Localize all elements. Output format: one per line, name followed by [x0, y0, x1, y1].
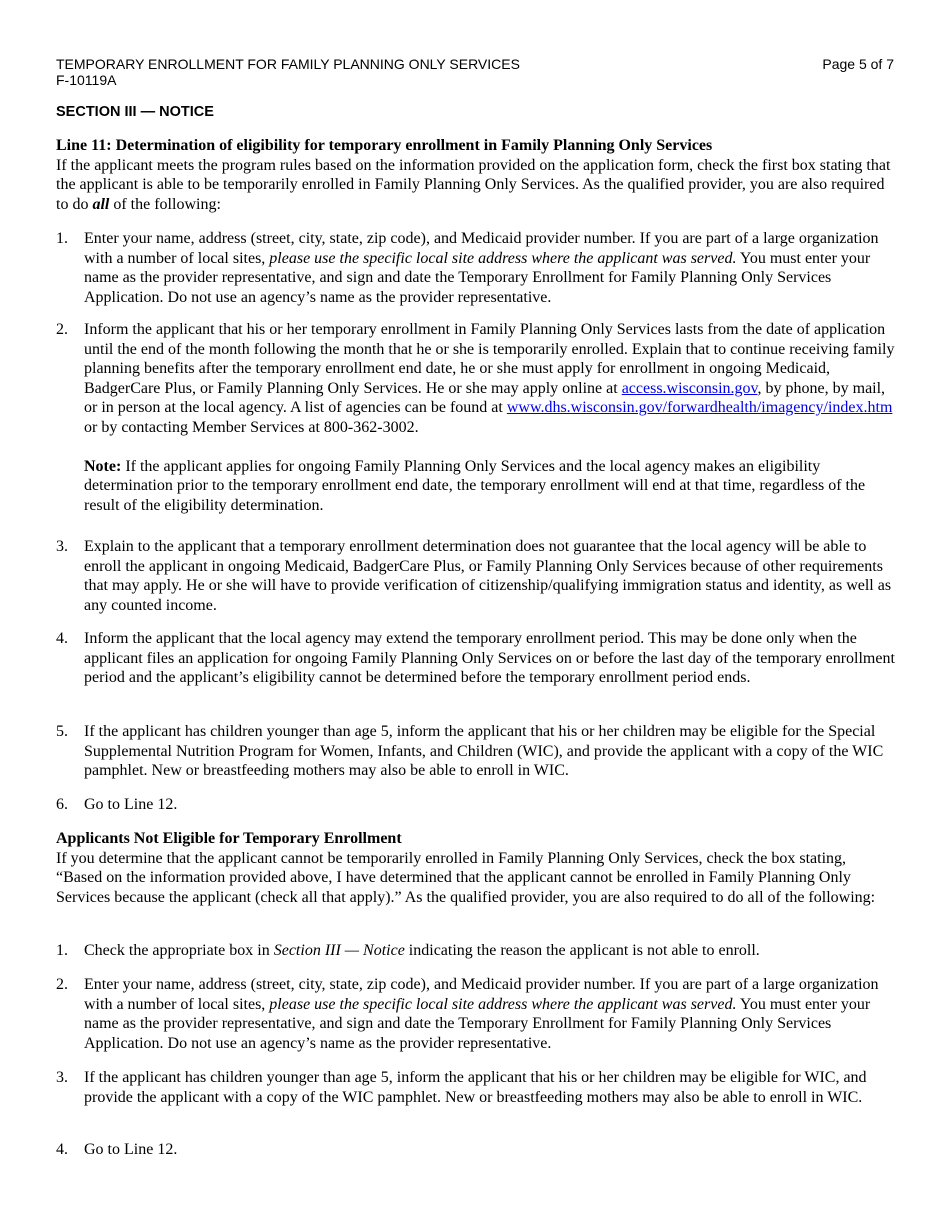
list-item — [56, 975, 896, 1053]
item-number: 5. — [56, 723, 68, 740]
item-number: 3. — [56, 538, 68, 555]
item-text: Go to Line 12. — [84, 1141, 178, 1158]
item-text: Enter your name, address (street, city, state, zip code), and Medicaid provider number. If you are part of a large organization with a number of local sites, please use the specific local site address where the applicant was served. You must enter your name as the provider representative, and sign and date the Temporary Enrollment for Family Planning Only Services Application. Do not use an agency’s name as the provider representative. — [84, 230, 879, 306]
item-text: If the applicant has children younger than age 5, inform the applicant that his or her children may be eligible for the Special Supplemental Nutrition Program for Women, Infants, and Children (WIC), and provide the applicant with a copy of the WIC pamphlet. New or breastfeeding mothers may also be able to enroll in WIC. — [84, 723, 884, 780]
item-text: If the applicant has children younger than age 5, inform the applicant that his or her children may be eligible for WIC, and provide the applicant with a copy of the WIC pamphlet. New or breastfeeding mothers may also be able to enroll in WIC. — [84, 1069, 867, 1106]
not-eligible-heading: Applicants Not Eligible for Temporary Enrollment — [56, 830, 402, 847]
list-item — [56, 1068, 896, 1107]
list-item — [56, 537, 896, 615]
access-wisconsin-link[interactable]: access.wisconsin.gov — [621, 379, 758, 397]
item-text: Inform the applicant that his or her temporary enrollment in Family Planning Only Services lasts from the date of application until the end of the month following the month that he or she is temporarily enrolled. Explain that to continue receiving family planning benefits after the temporary enrollment end date, he or she must apply for enrollment in ongoing Medicaid, BadgerCare Plus, or Family Planning Only Services. He or she may apply online at access.wisconsin.gov, by phone, by mail, or in person at the local agency. A list of agencies can be found at www.dhs.wisconsin.gov/forwardhealth/imagency/index.htm or by contacting Member Services at 800-362-3002. — [84, 321, 895, 436]
list-item — [56, 722, 896, 781]
section-title: SECTION III — NOTICE — [56, 104, 214, 120]
line11-heading: Line 11: Determination of eligibility for temporary enrollment in Family Planning Only Services — [56, 137, 713, 154]
item-number: 3. — [56, 1069, 68, 1086]
item-text: Enter your name, address (street, city, state, zip code), and Medicaid provider number. If you are part of a large organization with a number of local sites, please use the specific local site address where the applicant was served. You must enter your name as the provider representative, and sign and date the Temporary Enrollment for Family Planning Only Services Application. Do not use an agency’s name as the provider representative. — [84, 976, 879, 1052]
line11-block — [56, 136, 896, 214]
note-label: Note: — [84, 457, 122, 475]
item-number: 4. — [56, 630, 68, 647]
not-eligible-intro: If you determine that the applicant cannot be temporarily enrolled in Family Planning Only Services, check the box stating, “Based on the information provided above, I have determined that the applicant cannot be enrolled in Family Planning Only Services because the applicant (check all that apply).” As the qualified provider, you are also required to do all of the following: — [56, 849, 876, 906]
line11-intro: If the applicant meets the program rules based on the information provided on the application form, check the first box stating that the applicant is able to be temporarily enrolled in Family Planning Only Services. As the qualified provider, you are also required to do all of the following: — [56, 156, 891, 213]
item-number: 1. — [56, 942, 68, 959]
list-item — [56, 1140, 896, 1160]
item-text: Inform the applicant that the local agency may extend the temporary enrollment period. This may be done only when the applicant files an application for ongoing Family Planning Only Services on or before the last day of the temporary enrollment period and the applicant’s eligibility cannot be determined before the temporary enrollment period ends. — [84, 630, 895, 687]
list-item — [56, 229, 896, 307]
list-item — [56, 795, 896, 815]
not-eligible-block — [56, 829, 896, 907]
agency-list-link[interactable]: www.dhs.wisconsin.gov/forwardhealth/imagency/index.htm — [506, 399, 893, 417]
note: Note: If the applicant applies for ongoing Family Planning Only Services and the local agency makes an eligibility determination prior to the temporary enrollment end date, the temporary enrollment will end at that time, regardless of the result of the eligibility determination. — [84, 457, 866, 514]
list-item — [56, 941, 896, 961]
page-number: Page 5 of 7 — [822, 56, 894, 72]
form-title: TEMPORARY ENROLLMENT FOR FAMILY PLANNING ONLY SERVICES — [56, 56, 520, 72]
item-number: 4. — [56, 1141, 68, 1158]
form-number: F-10119A — [56, 72, 117, 88]
item-text: Go to Line 12. — [84, 796, 178, 813]
item-number: 2. — [56, 976, 68, 993]
item-number: 6. — [56, 796, 68, 813]
page-header — [56, 56, 896, 88]
list-item — [56, 629, 896, 688]
item-text: Check the appropriate box in Section III — Notice indicating the reason the applicant is not able to enroll. — [84, 942, 760, 959]
item-number: 1. — [56, 230, 68, 247]
item-number: 2. — [56, 321, 68, 338]
item-text: Explain to the applicant that a temporary enrollment determination does not guarantee that the local agency will be able to enroll the applicant in ongoing Medicaid, BadgerCare Plus, or Family Planning Only Services because of other requirements that may apply. He or she will have to provide verification of citizenship/qualifying immigration status and identity, as well as any counted income. — [84, 538, 892, 614]
list-item — [56, 320, 896, 515]
